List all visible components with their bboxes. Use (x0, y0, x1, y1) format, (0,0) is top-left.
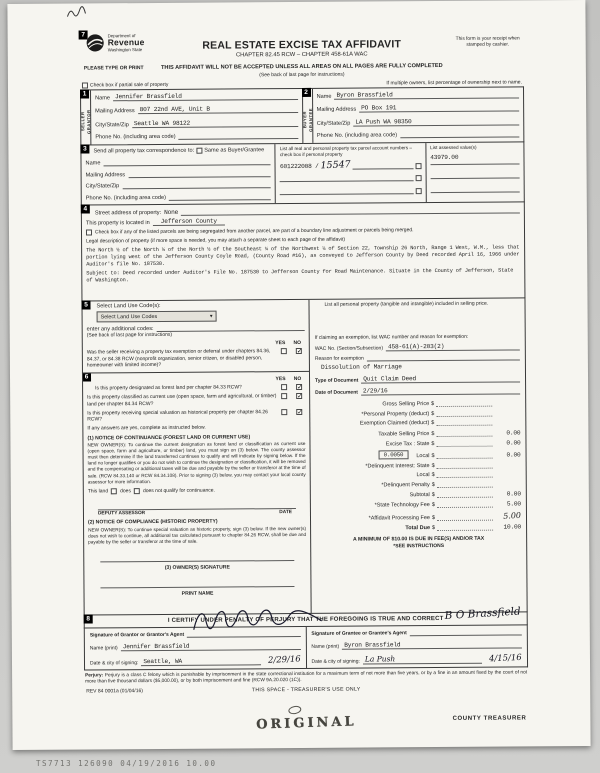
street-address-value[interactable]: None (164, 208, 179, 216)
tax-row-exemption (315, 420, 520, 427)
buyer-city-label: City/State/Zip (316, 120, 351, 127)
document-type-label: Type of Document (315, 377, 359, 384)
property-section (81, 202, 526, 301)
leader-dots (436, 410, 492, 416)
affidavit-form (80, 28, 529, 733)
historic-question: Is this property receiving special valuation as historical property per chapter 84.26 RCW? (87, 408, 268, 423)
grantee-name-label: Name (print) (311, 643, 340, 650)
tax-row-taxable (315, 429, 520, 437)
reason-label: Reason for exemption (314, 355, 364, 362)
dollar-sign: $ (431, 430, 435, 437)
historic-no-checkbox[interactable]: ✓ (297, 408, 303, 416)
notice2-text: NEW OWNER(S): To continue special valuation as historic property, sign (3) below. If the new owner(s) does not wish to continue, all additional tax calculated pursuant to chapter 84.26 RCW, shall be due and payable by the seller or transferor at the time of sale. (88, 525, 307, 545)
seller-phone-field[interactable] (179, 132, 298, 140)
dept-line1: Department of (107, 33, 136, 39)
corr-address-label: Mailing Address (85, 171, 126, 178)
corr-city-label: City/State/Zip (85, 183, 120, 190)
form-header (80, 28, 524, 63)
parties-row (80, 86, 524, 145)
located-in-label: This property is located in (85, 220, 150, 227)
perjury-label: Perjury: (85, 672, 104, 679)
grantor-date-handwritten[interactable]: 2/29/16 (267, 654, 301, 666)
local-rate-box[interactable]: 0.0050 (379, 451, 409, 460)
tax-label: Total Due (405, 525, 431, 532)
owners-signature-line[interactable] (100, 553, 294, 562)
seller-sideband (81, 90, 91, 144)
tax-label: *Affidavit Processing Fee (368, 514, 430, 522)
additional-codes-field[interactable] (157, 324, 305, 332)
deputy-date-labels (88, 509, 306, 517)
grantor-signature-line[interactable] (187, 630, 300, 638)
parcel-1-handwritten: 15547 (320, 159, 352, 172)
grantor-date-label: Date & city of signing: (89, 659, 139, 666)
buyer-city-field[interactable]: LA Push WA 98350 (353, 117, 519, 126)
grantor-signature-column (85, 627, 306, 670)
this-land-label: This land (87, 488, 109, 495)
reason-value[interactable]: Dissolution of Marriage (320, 363, 402, 371)
located-in-value[interactable]: Jefferson County (153, 218, 225, 227)
street-address-label: Street address of property: (94, 209, 162, 217)
no-label-6: NO (293, 375, 302, 382)
land-use-select[interactable] (97, 311, 217, 323)
warning-subnote: (See back of last page for instructions) (259, 71, 345, 78)
dollar-sign: $ (431, 441, 435, 448)
certification-text: I CERTIFY UNDER PENALTY OF PERJURY THAT THE FOREGOING IS TRUE AND CORRECT (167, 615, 444, 624)
tax-row-gross (315, 401, 520, 408)
owners-signature-label: (3) OWNER(S) SIGNATURE (164, 564, 230, 572)
forest-question: Is this property designated as forest land per chapter 84.33 RCW? (95, 384, 242, 392)
leader-dots (437, 525, 493, 531)
grantee-signature[interactable]: B O Brassfield (444, 605, 521, 622)
legal-subject-text: Subject to: Deed recorded under Auditor's File No. 187530 to Jefferson County for Road Maintenance. Situate in the County of Jefferson, State of Washington. (86, 267, 514, 284)
rev-number: REV 84 0001a (01/04/16) (86, 688, 143, 695)
grantee-city-field[interactable]: La Push (363, 654, 482, 665)
segregated-checkbox[interactable] (86, 230, 92, 236)
dollar-sign: $ (431, 472, 435, 479)
tax-row-subtotal (316, 490, 521, 498)
pen-mark (65, 5, 87, 19)
tax-label: *State Technology Fee (374, 502, 430, 509)
yes-label: YES (275, 339, 286, 346)
historic-yes-checkbox[interactable] (281, 409, 287, 415)
deferral-no-checkbox[interactable]: ✓ (296, 347, 303, 356)
form-footer (84, 686, 528, 733)
personal-property-list-area[interactable] (315, 307, 520, 334)
corr-name-label: Name (85, 160, 101, 167)
document-type-field[interactable]: Quit Claim Deed (361, 374, 520, 383)
partial-sale-label: Check box if partial sale of property (89, 81, 169, 89)
tax-value-field[interactable]: 0.00 (506, 429, 521, 437)
tax-label: *Delinquent Penalty (381, 481, 430, 488)
seller-phone-label: Phone No. (including area code) (95, 133, 176, 141)
deferral-question-row (87, 348, 305, 369)
buyer-side-label-2: GRANTEE (307, 107, 313, 132)
tax-computation-table (315, 397, 521, 532)
grantee-signature-line[interactable] (410, 628, 522, 636)
print-name-line[interactable] (100, 579, 294, 588)
tax-value-field[interactable]: 0.00 (506, 451, 521, 459)
perjury-text: Perjury is a class C felony which is punishable by imprisonment in the state correctional institution for a maximum term of not more than five years, or by a fine in an amount fixed by the court of not more than five thousand dollars ($5,000.00), or by both imprisonment and fine (RCW 9A.20.020 (1C)). (85, 669, 528, 685)
land-use-select-label: Select Land Use Code(s): (96, 302, 161, 310)
does-checkbox[interactable] (111, 488, 117, 494)
seller-address-label: Mailing Address (95, 108, 135, 115)
land-use-select-value: Select Land Use Codes (100, 313, 158, 320)
section-5-badge: 5 (81, 300, 90, 309)
parcel-1-personal-checkbox[interactable] (415, 163, 421, 169)
leader-dots (436, 401, 492, 407)
tax-label: Local (416, 453, 430, 460)
type-or-print-label: PLEASE TYPE OR PRINT (83, 65, 144, 72)
wac-label: WAC No. (Section/Subsection) (314, 344, 384, 352)
county-treasurer-label: COUNTY TREASURER (452, 715, 527, 723)
forest-question-row (87, 384, 305, 392)
wac-field[interactable]: 458-61(A)-203(2) (386, 342, 520, 351)
land-use-section (81, 300, 309, 373)
section-3-badge: 3 (80, 144, 89, 153)
section-4-badge: 4 (81, 204, 90, 213)
correspondence-address-column (81, 144, 276, 204)
assessed-column (426, 142, 524, 202)
yes-no-header-6 (87, 375, 305, 383)
section-1-badge: 1 (80, 89, 89, 98)
partial-sale-checkbox[interactable] (82, 82, 88, 88)
leader-dots (436, 441, 492, 447)
tax-label: *Personal Property (deduct) (361, 410, 430, 418)
classification-section (82, 371, 312, 615)
tax-row-delinquent-local (316, 472, 521, 479)
parcel-1-number[interactable]: 601222008 / (279, 162, 319, 170)
notice1-title: (1) NOTICE OF CONTINUANCE (FOREST LAND OR CURRENT USE) (87, 433, 251, 441)
if-yes-note: If any answers are yes, complete as instructed below. (87, 424, 206, 432)
current-use-no-checkbox[interactable]: ✓ (297, 392, 303, 401)
same-as-buyer-label: Same as Buyer/Grantee (204, 147, 265, 154)
deferral-question: Was the seller receiving a property tax exemption or deferral under chapters 84.36, 84.37, or 84.38 RCW (nonprofit organization, senior citizen, or disabled person, homeowner with limited income)? (86, 348, 271, 369)
minimum-fee-note: A MINIMUM OF $10.00 IS DUE IN FEE(S) AND/OR TAX (353, 535, 485, 543)
seller-city-label: City/State/Zip (95, 121, 129, 129)
no-label: NO (293, 339, 302, 346)
does-not-label: does not qualify for continuance. (142, 487, 215, 494)
tax-value-field[interactable]: 5.00 (506, 500, 521, 508)
tax-row-excise-state (315, 439, 520, 447)
tax-row-excise-local (316, 450, 521, 460)
document-date-field[interactable]: 2/29/16 (361, 386, 520, 395)
continuance-line (88, 487, 306, 495)
dollar-sign: $ (431, 502, 435, 509)
seller-side-label-1: SELLER (80, 111, 86, 132)
grantor-city-field[interactable]: Seattle, WA (141, 657, 260, 666)
buyer-phone-field[interactable] (400, 130, 519, 138)
parcel-3-field[interactable] (280, 186, 413, 195)
leader-dots (437, 502, 493, 508)
parcel-2-personal-checkbox[interactable] (415, 175, 421, 181)
legal-description-label: Legal description of property (if more space is needed, you may attach a separate sheet to each page of the affidavit) (86, 236, 346, 245)
dept-line2: Revenue (107, 37, 145, 48)
legal-description-text: The North ½ of the North ½ of the North ½ of the Southeast ¼ of the Northwest ¼ of Section 22, Township 26 North, Range 1 West, W.M., less that portion lying west of the Jefferson County Coyle Road, (County Road #16), as conveyed to Jefferson County by Deed recorded April 16, 1966 under Auditor's file No. 187530. (86, 243, 520, 268)
chevron-down-icon: ▾ (209, 313, 213, 320)
leader-dots (436, 420, 492, 426)
form-subtitle: CHAPTER 82.45 RCW – CHAPTER 458-61A WAC (235, 51, 368, 59)
buyer-name-field[interactable]: Byron Brassfield (334, 90, 519, 99)
stamp-mark (288, 705, 302, 715)
seller-name-field[interactable]: Jennifer Brassfield (113, 92, 298, 101)
tax-label: Exemption Claimed (deduct) (359, 420, 430, 427)
reason-field[interactable] (367, 353, 520, 361)
dollar-sign: $ (431, 401, 435, 408)
leader-dots (436, 430, 492, 436)
buyer-phone-label: Phone No. (including area code) (316, 132, 398, 139)
current-use-question: Is this property classified as current use (open space, farm and agricultural, or timber) land per chapter 84.34 RCW? (87, 393, 277, 407)
grantee-date-handwritten[interactable]: 4/15/16 (489, 652, 523, 665)
multiple-owners-label: If multiple owners, list percentage of ownership next to name. (386, 79, 522, 87)
dollar-sign: $ (431, 525, 436, 532)
buyer-sideband (303, 89, 313, 143)
historic-question-row (87, 408, 305, 423)
assessed-value-3[interactable] (430, 181, 519, 193)
tax-label: Local (416, 472, 430, 479)
seller-name-label: Name (95, 95, 111, 102)
send-correspondence-label: Send all property tax correspondence to: (93, 147, 195, 155)
treasurer-space-label: THIS SPACE - TREASURER'S USE ONLY (251, 687, 361, 694)
exemption-intro: If claiming an exemption, list WAC number and reason for exemption: (314, 333, 469, 341)
notice1-text: NEW OWNER(S): To continue the current designation as forest land or classification as current use (open space, farm and agriculture, or timber) land, you must sign on (3) below. The county assessor must then determine if the land transferred continues to qualify and will indicate by signing below. If the land no longer qualifies or you do not wish to continue the designation or classification, it will be removed and the compensating or additional taxes will be due and payable by the seller or transferor at the time of sale. (RCW 84.33.140 or RCW 84.34.108). Prior to signing (3) below, you may contact your local county assessor for more information. (87, 440, 306, 485)
original-stamp: ORIGINAL (255, 714, 357, 734)
tax-label: Gross Selling Price (382, 401, 430, 408)
tax-label: Subtotal (409, 491, 430, 499)
dollar-sign: $ (431, 453, 435, 460)
corr-phone-label: Phone No. (including area code) (85, 194, 167, 202)
tax-label: Excise Tax : State (385, 441, 430, 448)
corr-name-field[interactable] (103, 158, 271, 166)
tax-row-personal (315, 410, 520, 417)
dollar-sign: $ (431, 420, 435, 427)
parcel-row-1 (280, 161, 421, 170)
assessed-value-1[interactable]: 43979.00 (430, 153, 519, 165)
tax-value-field[interactable]: 0.00 (506, 439, 521, 447)
does-label: does (120, 487, 131, 495)
owners-signature-block (88, 553, 306, 598)
seller-section (80, 88, 303, 146)
same-as-buyer-checkbox[interactable] (196, 148, 202, 154)
print-name-label: PRINT NAME (181, 590, 214, 597)
dor-logo-icon (86, 33, 105, 52)
parcel-column (276, 143, 427, 203)
seller-side-label-2: GRANTOR (86, 109, 92, 134)
section-6-badge: 6 (82, 372, 91, 381)
tax-value-handwritten[interactable]: 5.00 (502, 510, 522, 521)
leader-dots (437, 514, 493, 520)
parcel-3-personal-checkbox[interactable] (415, 188, 421, 194)
parcel-2-field[interactable] (280, 173, 413, 182)
current-use-yes-checkbox[interactable] (281, 393, 287, 399)
forest-yes-checkbox[interactable] (281, 384, 287, 390)
segregated-label: Check box if any of the listed parcels are being segregated from another parcel, are part of a boundary line adjustment or parcels being merged. (94, 227, 414, 236)
dor-logo (86, 33, 145, 52)
corr-phone-field[interactable] (169, 193, 271, 201)
grantee-date-label: Date & city of signing: (311, 658, 360, 665)
corr-city-field[interactable] (122, 181, 271, 189)
assessed-header: List assessed value(s) (430, 144, 477, 151)
buyer-side-label-1: BUYER (301, 111, 307, 129)
leader-dots (437, 481, 493, 487)
tax-row-tech-fee (316, 501, 521, 509)
parcel-row-3 (280, 186, 421, 195)
grantor-signature-label: Signature of Grantor or Grantor's Agent (89, 631, 185, 638)
tax-label: *Delinquent Interest: State (365, 462, 430, 470)
form-title: REAL ESTATE EXCISE TAX AFFIDAVIT (202, 38, 402, 52)
forest-no-checkbox[interactable]: ✓ (297, 383, 303, 392)
tax-row-penalty (316, 481, 521, 488)
dollar-sign: $ (431, 491, 435, 498)
deferral-yes-checkbox[interactable] (281, 348, 287, 354)
grantee-signature-column (305, 625, 527, 668)
tax-value-field[interactable]: 10.00 (503, 523, 522, 531)
grantor-name-field[interactable]: Jennifer Brassfield (121, 642, 301, 651)
buyer-address-label: Mailing Address (316, 106, 357, 114)
deputy-date-label: DATE (279, 510, 292, 516)
leader-dots (437, 492, 493, 498)
current-use-question-row (87, 393, 305, 408)
assessed-value-2[interactable] (430, 167, 519, 179)
yes-no-header-5 (87, 339, 305, 347)
perjury-paragraph (84, 670, 528, 686)
document-date-label: Date of Document (315, 389, 358, 396)
does-not-checkbox[interactable] (134, 488, 140, 494)
see-instructions-note: *SEE INSTRUCTIONS (393, 543, 445, 550)
dollar-sign: $ (431, 410, 435, 417)
grantee-name-field[interactable]: Byron Brassfield (342, 640, 522, 649)
tax-row-delinquent-state (316, 462, 521, 469)
acceptance-warning: THIS AFFIDAVIT WILL NOT BE ACCEPTED UNLESS ALL AREAS ON ALL PAGES ARE FULLY COMPLETED (160, 62, 443, 71)
seller-address-field[interactable]: 807 22nd AVE, Unit B (138, 105, 298, 114)
tax-label: Taxable Selling Price (378, 430, 430, 438)
paper (7, 0, 590, 750)
dor-logo-text (108, 33, 145, 52)
scanner-code: TS7713 126090 04/19/2016 10.00 (36, 759, 217, 768)
seller-city-field[interactable]: Seattle WA 98122 (132, 119, 298, 128)
dept-line3: Washington State (107, 46, 143, 53)
section-7-badge: 7 (79, 30, 88, 39)
notice2-title: (2) NOTICE OF COMPLIANCE (HISTORIC PROPERTY) (88, 518, 218, 526)
personal-property-header: List all personal property (tangible and intangible) included in selling price. (324, 300, 489, 308)
leader-dots (437, 472, 493, 478)
section-8-badge: 8 (84, 614, 93, 623)
pre-instructions (80, 62, 524, 82)
tax-value-field[interactable]: 0.00 (506, 490, 521, 498)
yes-label-6: YES (275, 375, 286, 382)
grantee-signature-label: Signature of Grantee or Grantee's Agent (311, 629, 407, 637)
dollar-sign: $ (431, 481, 435, 488)
leader-dots (437, 453, 493, 459)
corr-address-field[interactable] (128, 170, 271, 178)
grantor-name-label: Name (print) (89, 644, 118, 651)
tax-row-affidavit-fee (316, 511, 521, 521)
correspondence-section (80, 142, 524, 205)
parcel-1-field[interactable] (353, 161, 413, 169)
buyer-name-label: Name (316, 93, 332, 100)
buyer-section (302, 86, 524, 144)
section-2-badge: 2 (301, 88, 310, 97)
street-address-field[interactable] (181, 206, 520, 215)
tax-row-total (316, 524, 521, 532)
dollar-sign: $ (431, 462, 435, 469)
receipt-note: This form is your receipt when stamped by cashier. (455, 36, 520, 48)
land-use-note: (See back of last page for instructions) (86, 331, 173, 339)
leader-dots (437, 462, 493, 468)
dollar-sign: $ (431, 514, 436, 521)
parcel-row-2 (280, 173, 421, 182)
parcel-header: List all real and personal property tax parcel account numbers – check box if personal property (279, 145, 413, 157)
signature-section (84, 625, 528, 670)
deputy-assessor-label: DEPUTY ASSESSOR (97, 511, 146, 517)
additional-codes-label: enter any additional codes: (86, 326, 154, 333)
buyer-address-field[interactable]: PO Box 191 (359, 104, 519, 113)
